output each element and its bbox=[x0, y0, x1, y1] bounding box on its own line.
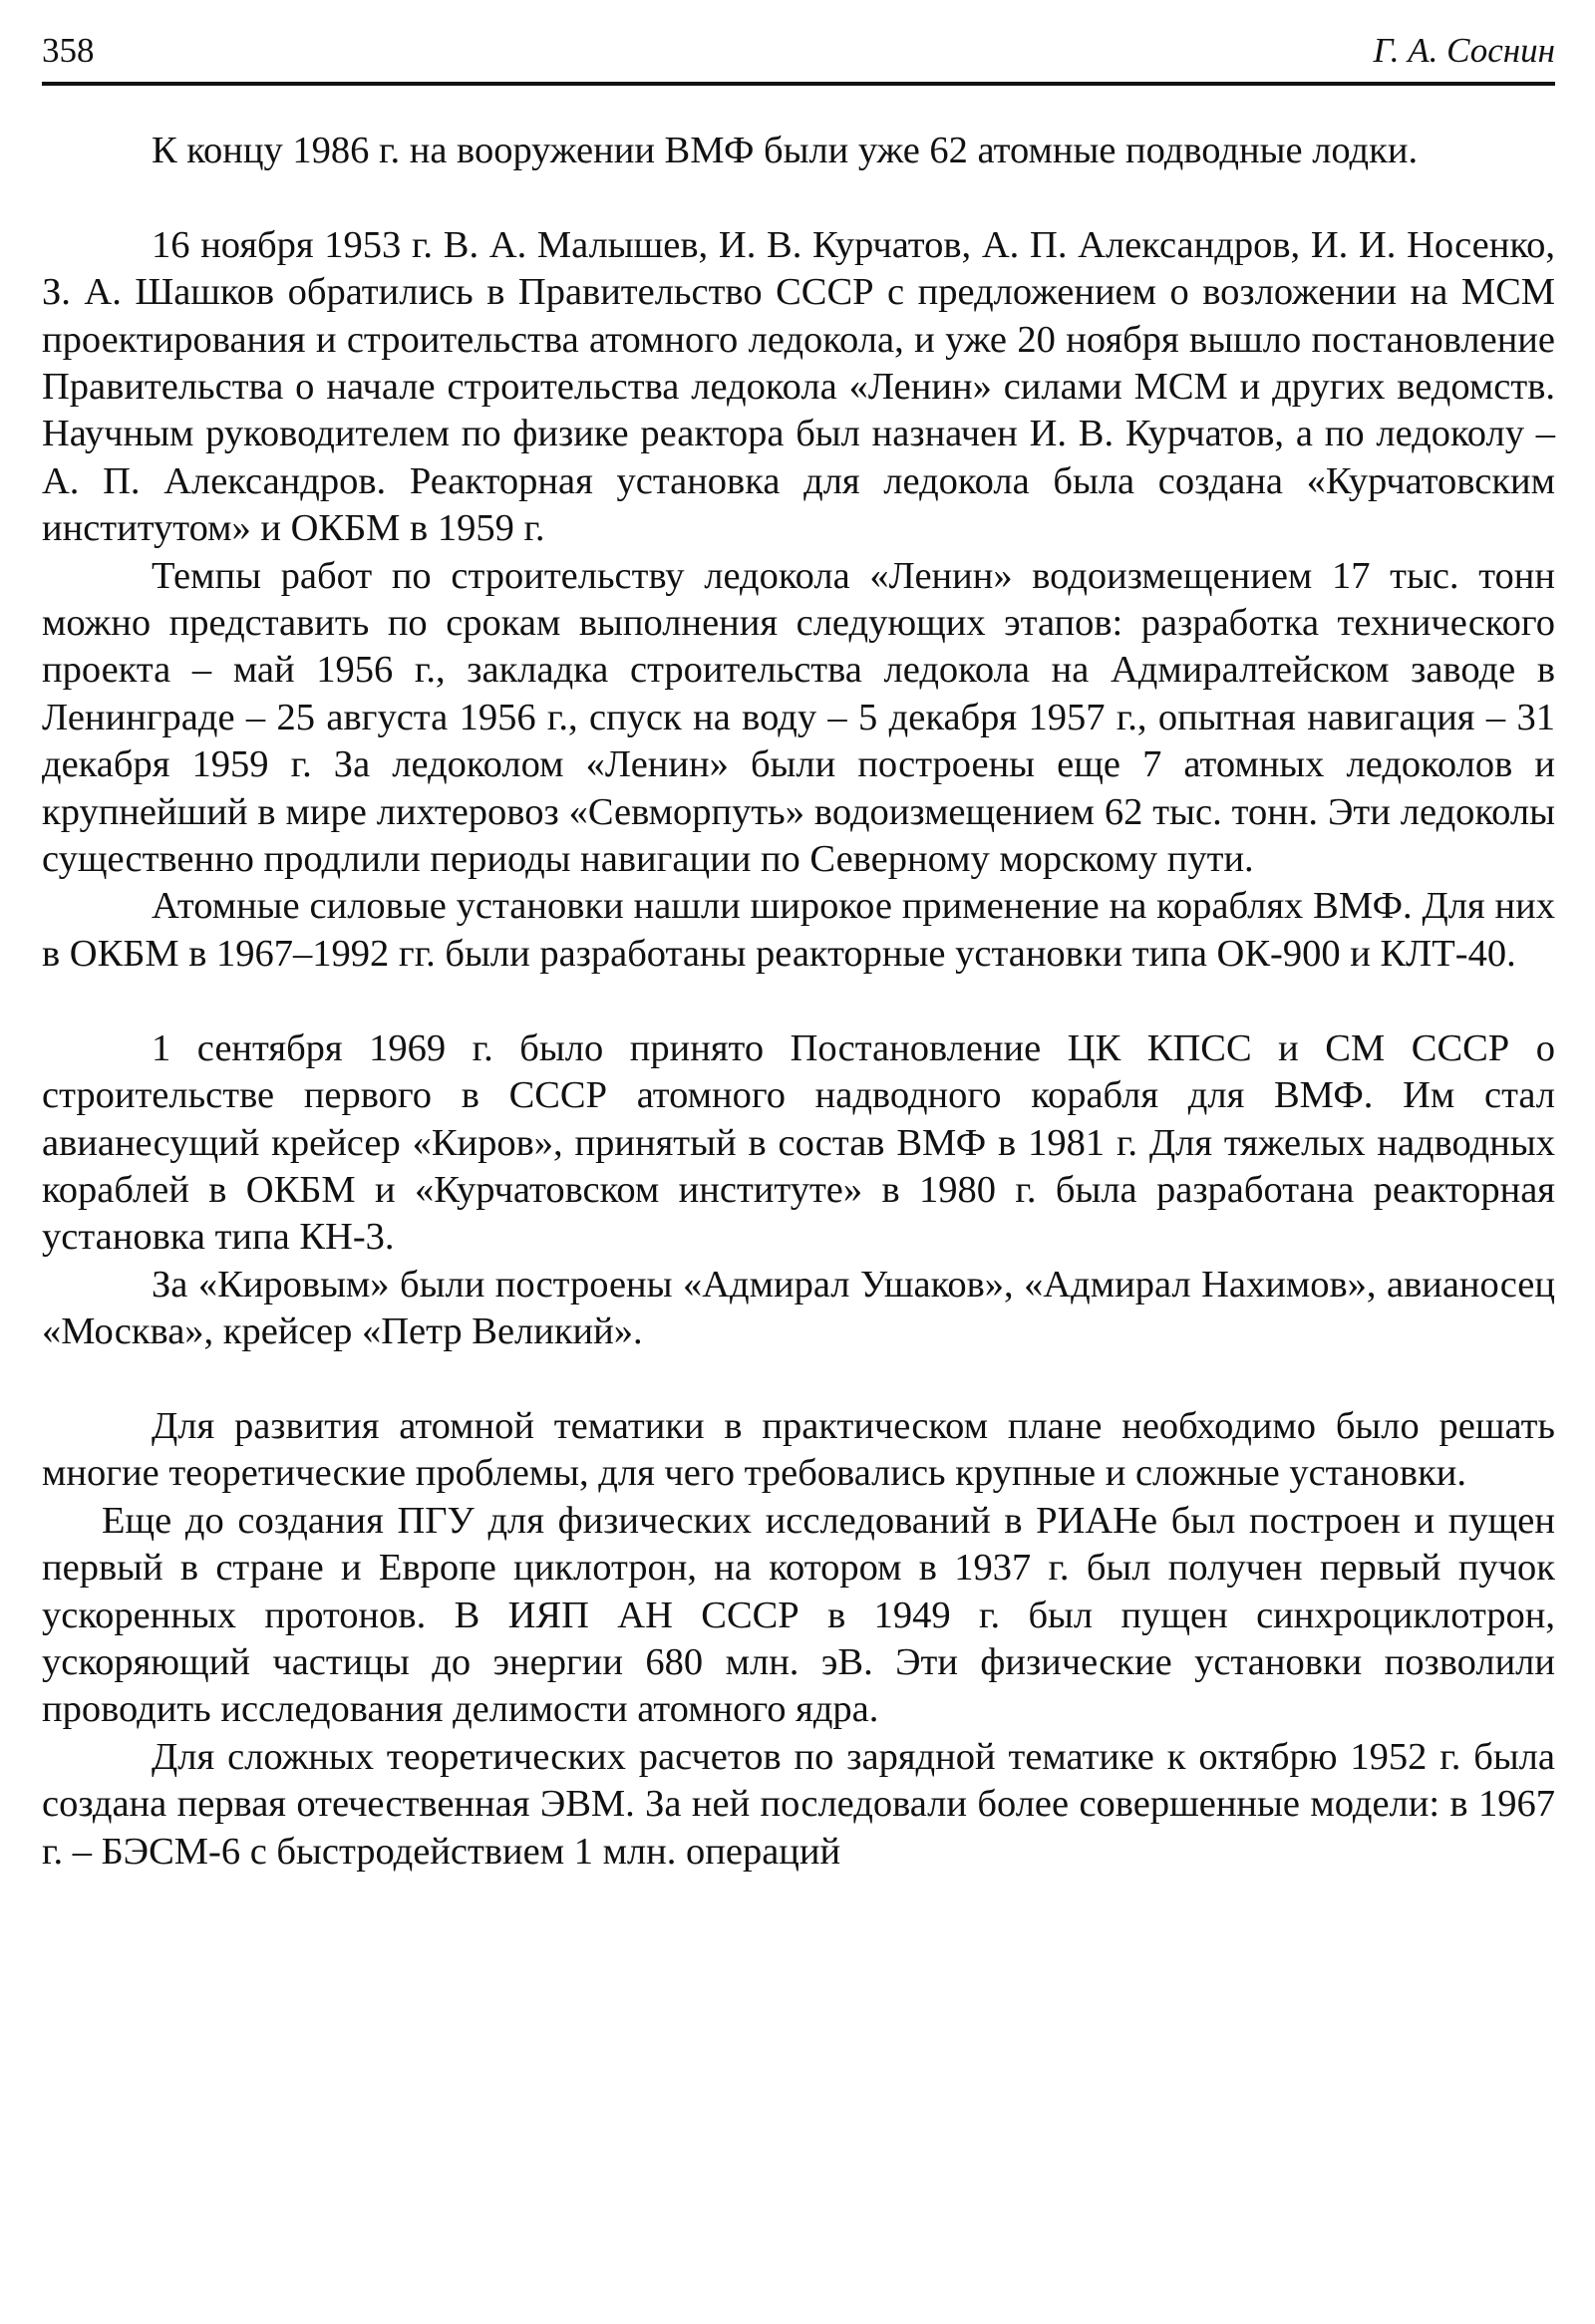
paragraph-theoretical-problems: Для развития атомной тематики в практическом плане необходимо было решать многие теоретические проблемы, для чего требовались крупные и сложные установки. bbox=[42, 1404, 1555, 1495]
paragraph-kirov-cruiser: 1 сентября 1969 г. было принято Постановление ЦК КПСС и СМ СССР о строительстве первого в СССР атомного надводного корабля для ВМФ. Им стал авианесущий крейсер «Киров», принятый в состав ВМФ в 1981 г. Для тяжелых надводных кораблей в ОКБМ и «Курчатовском институте» в 1980 г. была разработана реакторная установка типа КН-3. bbox=[42, 1026, 1555, 1259]
paragraph-following-ships: За «Кировым» были построены «Адмирал Ушаков», «Адмирал Нахимов», авианосец «Москва», крейсер «Петр Великий». bbox=[42, 1263, 1555, 1353]
paragraph-computers: Для сложных теоретических расчетов по зарядной тематике к октябрю 1952 г. была создана первая отечественная ЭВМ. За ней последовали более совершенные модели: в 1967 г. – БЭСМ-6 с быстродействием 1 млн. операций bbox=[42, 1735, 1555, 1873]
header-rule bbox=[42, 82, 1555, 86]
running-head bbox=[42, 26, 1555, 76]
running-author: Г. А. Соснин bbox=[1373, 31, 1555, 70]
paragraph-icebreaker-decree: 16 ноября 1953 г. В. А. Малышев, И. В. Курчатов, А. П. Александров, И. И. Носенко, З. А. Шашков обратились в Правительство СССР с предложением о возложении на МСМ проектирования и строительства атомного ледокола, и уже 20 ноября вышло постановление Правительства о начале строительства ледокола «Ленин» силами МСМ и других ведомств. Научным руководителем по физике реактора был назначен И. В. Курчатов, а по ледоколу – А. П. Александров. Реакторная установка для ледокола была создана «Курчатовским институтом» и ОКБМ в 1959 г. bbox=[42, 223, 1555, 550]
paragraph-naval-reactors: Атомные силовые установки нашли широкое применение на кораблях ВМФ. Для них в ОКБМ в 1967–1992 гг. были разработаны реакторные установки типа ОК-900 и КЛТ-40. bbox=[42, 885, 1555, 975]
body-text bbox=[42, 128, 1555, 1876]
page-number: 358 bbox=[42, 31, 95, 70]
paragraph-submarines: К концу 1986 г. на вооружении ВМФ были уже 62 атомные подводные лодки. bbox=[152, 130, 1419, 171]
paragraph-cyclotron: Еще до создания ПГУ для физических исследований в РИАНе был построен и пущен первый в стране и Европе циклотрон, на котором в 1937 г. был получен первый пучок ускоренных протонов. В ИЯП АН СССР в 1949 г. был пущен синхроциклотрон, ускоряющий частицы до энергии 680 млн. эВ. Эти физические установки позволили проводить исследования делимости атомного ядра. bbox=[42, 1499, 1555, 1731]
paragraph-icebreaker-schedule: Темпы работ по строительству ледокола «Ленин» водоизмещением 17 тыс. тонн можно представить по срокам выполнения следующих этапов: разработка технического проекта – май 1956 г., закладка строительства ледокола на Адмиралтейском заводе в Ленинграде – 25 августа 1956 г., спуск на воду – 5 декабря 1957 г., опытная навигация – 31 декабря 1959 г. За ледоколом «Ленин» были построены еще 7 атомных ледоколов и крупнейший в мире лихтеровоз «Севморпуть» водоизмещением 62 тыс. тонн. Эти ледоколы существенно продлили периоды навигации по Северному морскому пути. bbox=[42, 554, 1555, 881]
